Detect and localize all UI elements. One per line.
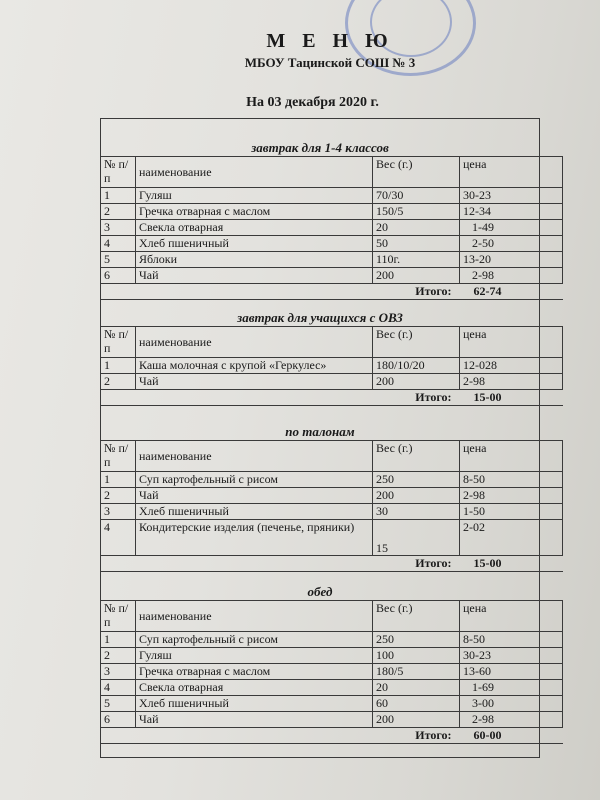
- row-weight: 110г.: [373, 252, 460, 268]
- row-name: Суп картофельный с рисом: [136, 472, 373, 488]
- row-name: Чай: [136, 488, 373, 504]
- menu-date: На 03 декабря 2020 г.: [246, 95, 379, 110]
- section-breakfast-ovz: [100, 310, 540, 406]
- row-name: Чай: [136, 712, 373, 728]
- row-num: 5: [101, 696, 136, 712]
- row-name: Кондитерские изделия (печенье, пряники): [136, 520, 373, 556]
- row-num: 2: [101, 374, 136, 390]
- col-name-header: наименование: [136, 601, 373, 632]
- col-price-header: цена: [460, 327, 563, 358]
- row-price: 1-50: [460, 504, 563, 520]
- row-num: 4: [101, 236, 136, 252]
- row-price: 8-50: [460, 472, 563, 488]
- row-weight: 200: [373, 488, 460, 504]
- menu-table: [100, 156, 563, 300]
- row-weight: 200: [373, 712, 460, 728]
- table-row: [101, 374, 563, 390]
- row-price: 2-50: [460, 236, 563, 252]
- col-num-header: № п/п: [101, 601, 136, 632]
- table-row: [101, 188, 563, 204]
- section-lunch: [100, 584, 540, 744]
- row-price: 2-98: [460, 712, 563, 728]
- menu-table: [100, 326, 563, 406]
- row-name: Свекла отварная: [136, 680, 373, 696]
- table-row: [101, 472, 563, 488]
- total-value: 15-00: [460, 390, 563, 406]
- total-row: [101, 284, 563, 300]
- row-weight: 60: [373, 696, 460, 712]
- total-label: Итого:: [373, 390, 460, 406]
- row-price: 13-60: [460, 664, 563, 680]
- row-price: 1-49: [460, 220, 563, 236]
- table-row: [101, 220, 563, 236]
- table-row: [101, 204, 563, 220]
- table-row: [101, 252, 563, 268]
- col-price-header: цена: [460, 441, 563, 472]
- row-weight: 200: [373, 374, 460, 390]
- section-title: завтрак для учащихся с ОВЗ: [237, 310, 403, 325]
- total-label: Итого:: [373, 556, 460, 572]
- col-name-header: наименование: [136, 441, 373, 472]
- row-weight: 30: [373, 504, 460, 520]
- table-row: [101, 236, 563, 252]
- row-price: 30-23: [460, 648, 563, 664]
- table-row: [101, 358, 563, 374]
- row-name: Хлеб пшеничный: [136, 696, 373, 712]
- row-price: 8-50: [460, 632, 563, 648]
- row-weight: 180/5: [373, 664, 460, 680]
- row-num: 4: [101, 520, 136, 556]
- row-weight: 250: [373, 472, 460, 488]
- col-num-header: № п/п: [101, 441, 136, 472]
- col-name-header: наименование: [136, 327, 373, 358]
- total-label: Итого:: [373, 728, 460, 744]
- table-row: [101, 648, 563, 664]
- row-name: Каша молочная с крупой «Геркулес»: [136, 358, 373, 374]
- row-weight: 200: [373, 268, 460, 284]
- row-price: 13-20: [460, 252, 563, 268]
- row-num: 1: [101, 358, 136, 374]
- section-title: завтрак для 1-4 классов: [251, 140, 389, 155]
- row-weight: 50: [373, 236, 460, 252]
- col-num-header: № п/п: [101, 157, 136, 188]
- section-coupons: [100, 424, 540, 572]
- row-name: Гуляш: [136, 188, 373, 204]
- row-num: 6: [101, 268, 136, 284]
- table-row: [101, 696, 563, 712]
- row-weight: 15: [373, 520, 460, 556]
- row-num: 2: [101, 648, 136, 664]
- row-name: Чай: [136, 374, 373, 390]
- row-price: 2-98: [460, 374, 563, 390]
- row-name: Гречка отварная с маслом: [136, 664, 373, 680]
- row-name: Хлеб пшеничный: [136, 236, 373, 252]
- col-num-header: № п/п: [101, 327, 136, 358]
- col-weight-header: Вес (г.): [373, 157, 460, 188]
- row-price: 3-00: [460, 696, 563, 712]
- row-weight: 180/10/20: [373, 358, 460, 374]
- row-num: 3: [101, 220, 136, 236]
- col-weight-header: Вес (г.): [373, 327, 460, 358]
- row-weight: 20: [373, 680, 460, 696]
- menu-title: М Е Н Ю: [266, 30, 394, 52]
- table-row: [101, 680, 563, 696]
- col-weight-header: Вес (г.): [373, 441, 460, 472]
- row-num: 1: [101, 632, 136, 648]
- row-name: Яблоки: [136, 252, 373, 268]
- table-header-row: [101, 441, 563, 472]
- row-name: Гречка отварная с маслом: [136, 204, 373, 220]
- row-price: 1-69: [460, 680, 563, 696]
- row-name: Чай: [136, 268, 373, 284]
- row-num: 1: [101, 472, 136, 488]
- col-name-header: наименование: [136, 157, 373, 188]
- row-weight: 100: [373, 648, 460, 664]
- total-value: 60-00: [460, 728, 563, 744]
- table-row: [101, 488, 563, 504]
- total-label: Итого:: [373, 284, 460, 300]
- table-row: [101, 632, 563, 648]
- row-price: 2-98: [460, 268, 563, 284]
- table-row: [101, 664, 563, 680]
- menu-table: [100, 600, 563, 744]
- row-num: 5: [101, 252, 136, 268]
- table-header-row: [101, 157, 563, 188]
- row-weight: 70/30: [373, 188, 460, 204]
- row-name: Суп картофельный с рисом: [136, 632, 373, 648]
- row-name: Хлеб пшеничный: [136, 504, 373, 520]
- total-row: [101, 728, 563, 744]
- table-row: [101, 268, 563, 284]
- table-header-row: [101, 327, 563, 358]
- total-value: 62-74: [460, 284, 563, 300]
- row-price: 2-98: [460, 488, 563, 504]
- row-name: Гуляш: [136, 648, 373, 664]
- row-num: 2: [101, 488, 136, 504]
- menu-table: [100, 440, 563, 572]
- total-value: 15-00: [460, 556, 563, 572]
- total-row: [101, 556, 563, 572]
- row-weight: 150/5: [373, 204, 460, 220]
- table-row: [101, 712, 563, 728]
- row-num: 1: [101, 188, 136, 204]
- row-num: 2: [101, 204, 136, 220]
- row-num: 6: [101, 712, 136, 728]
- table-header-row: [101, 601, 563, 632]
- row-num: 4: [101, 680, 136, 696]
- row-weight: 250: [373, 632, 460, 648]
- row-price: 2-02: [460, 520, 563, 556]
- table-row: [101, 504, 563, 520]
- row-weight: 20: [373, 220, 460, 236]
- row-name: Свекла отварная: [136, 220, 373, 236]
- section-breakfast-1-4: [100, 140, 540, 300]
- row-num: 3: [101, 664, 136, 680]
- section-title: по талонам: [285, 424, 355, 439]
- row-price: 12-028: [460, 358, 563, 374]
- row-num: 3: [101, 504, 136, 520]
- section-title: обед: [307, 584, 333, 599]
- col-price-header: цена: [460, 157, 563, 188]
- school-name: МБОУ Тацинской СОШ № 3: [244, 55, 416, 70]
- table-row: [101, 520, 563, 556]
- total-row: [101, 390, 563, 406]
- row-price: 12-34: [460, 204, 563, 220]
- row-price: 30-23: [460, 188, 563, 204]
- col-price-header: цена: [460, 601, 563, 632]
- col-weight-header: Вес (г.): [373, 601, 460, 632]
